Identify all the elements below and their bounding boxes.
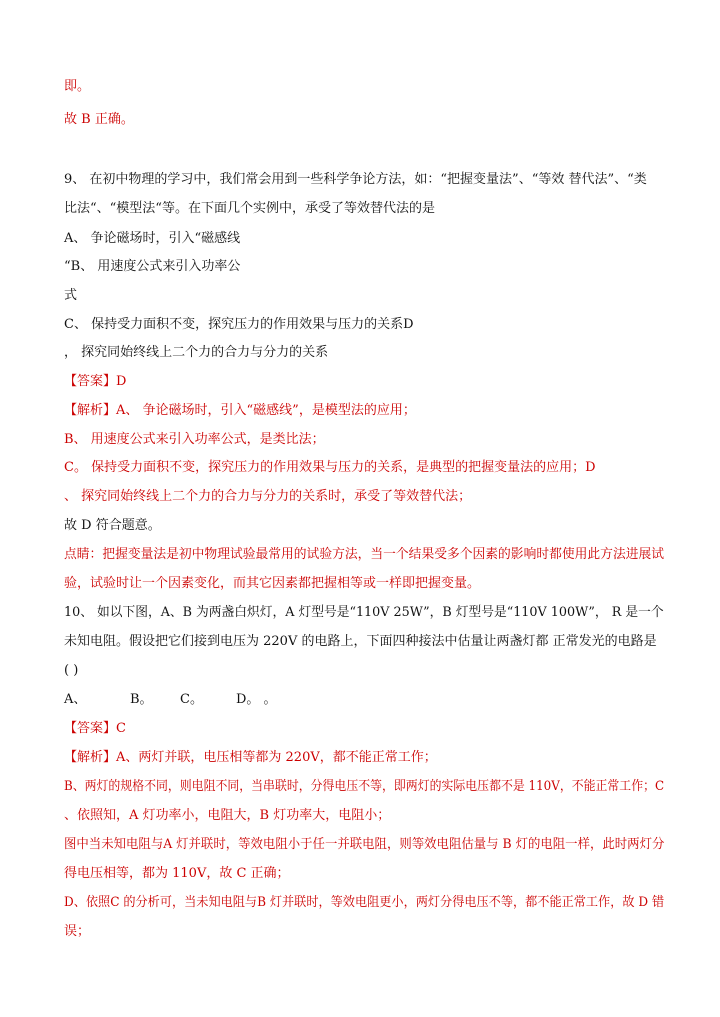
prev-conclusion: 故 B 正确。: [64, 112, 134, 127]
q10-analysis-d-cont: 误；: [64, 924, 91, 939]
q9-option-d: ， 探究同始终线上二个力的合力与分力的关系: [64, 345, 329, 360]
q10-analysis-c-detail-2: 得电压相等，都为 110V，故 C 正确；: [64, 866, 290, 881]
q10-option-a: A、: [64, 692, 87, 707]
q10-analysis-d: D、依照C 的分析可，当未知电阻与B 灯并联时，等效电阻更小，两灯分得电压不等，都不能正常工作，故 D 错: [64, 895, 665, 910]
q9-option-b: “B、 用速度公式来引入功率公: [64, 259, 241, 274]
q10-stem-line-1: 10、 如以下图，A、B 为两盏白炽灯，A 灯型号是“110V 25W”，B 灯型号是“110V 100W”， R 是一个: [64, 605, 664, 620]
q10-analysis-c-detail-1: 图中当未知电阻与A 灯并联时，等效电阻小于任一并联电阻，则等效电阻估量与 B 灯的电阻一样，此时两灯分: [64, 837, 665, 852]
q9-option-a: A、 争论磁场时，引入“磁感线: [64, 231, 241, 246]
q9-stem-line-1: 9、 在初中物理的学习中，我们常会用到一些科学争论方法，如：“把握变量法”、“等效 替代法”、“类: [64, 172, 647, 187]
q10-option-d: D。 。: [236, 692, 277, 707]
q9-answer-line: [64, 374, 126, 390]
q9-option-c: C、 保持受力面积不变，探究压力的作用效果与压力的关系D: [64, 317, 414, 332]
q9-analysis-c: C。 保持受力面积不变，探究压力的作用效果与压力的关系，是典型的把握变量法的应用；D: [64, 460, 596, 475]
q9-analysis-tag: 【解析】: [64, 403, 117, 418]
q9-conclusion: 故 D 符合题意。: [64, 518, 161, 533]
q9-answer-tag: 【答案】: [64, 374, 117, 389]
q10-analysis-c: 、依照知，A 灯功率小，电阻大，B 灯功率大，电阻小；: [64, 808, 391, 823]
q9-tip-line-2: 验，试验时让一个因素变化，而其它因素都把握相等或一样即把握变量。: [64, 576, 481, 591]
q9-tip-line-1: 点睛：把握变量法是初中物理试验最常用的试验方法，当一个结果受多个因素的影响时都使用此方法进展试: [64, 547, 665, 562]
q10-stem-line-3: ( ): [64, 663, 79, 678]
q9-analysis-d: 、 探究同始终线上二个力的合力与分力的关系时，承受了等效替代法；: [64, 489, 472, 504]
q9-analysis-line-1: [64, 403, 416, 419]
q10-option-b: B。: [130, 692, 153, 707]
q10-answer-line: [64, 721, 126, 737]
q10-answer-value: C: [116, 721, 126, 736]
q10-analysis-line-1: [64, 750, 437, 766]
prev-line-1: 即。: [64, 79, 91, 94]
q9-option-b-cont: 式: [64, 288, 78, 303]
q10-option-c: C。: [180, 692, 203, 707]
q10-stem-line-2: 未知电阻。假设把它们接到电压为 220V 的电路上，下面四种接法中估量让两盏灯都 正常发光的电路是: [64, 634, 657, 649]
q9-analysis-b: B、 用速度公式来引入功率公式，是类比法；: [64, 432, 325, 447]
q9-analysis-a: A、 争论磁场时，引入“磁感线”，是模型法的应用；: [116, 403, 416, 418]
q9-stem-line-2: 比法“、“模型法“等。在下面几个实例中，承受了等效替代法的是: [64, 201, 435, 216]
q9-answer-value: D: [116, 374, 127, 389]
q10-analysis-b: B、两灯的规格不同，则电阻不同，当串联时，分得电压不等，即两灯的实际电压都不是 110V，不能正常工作；C: [64, 779, 665, 794]
q10-analysis-tag: 【解析】: [64, 750, 117, 765]
q10-analysis-a: A、两灯并联，电压相等都为 220V，都不能正常工作；: [116, 750, 437, 765]
q10-answer-tag: 【答案】: [64, 721, 117, 736]
